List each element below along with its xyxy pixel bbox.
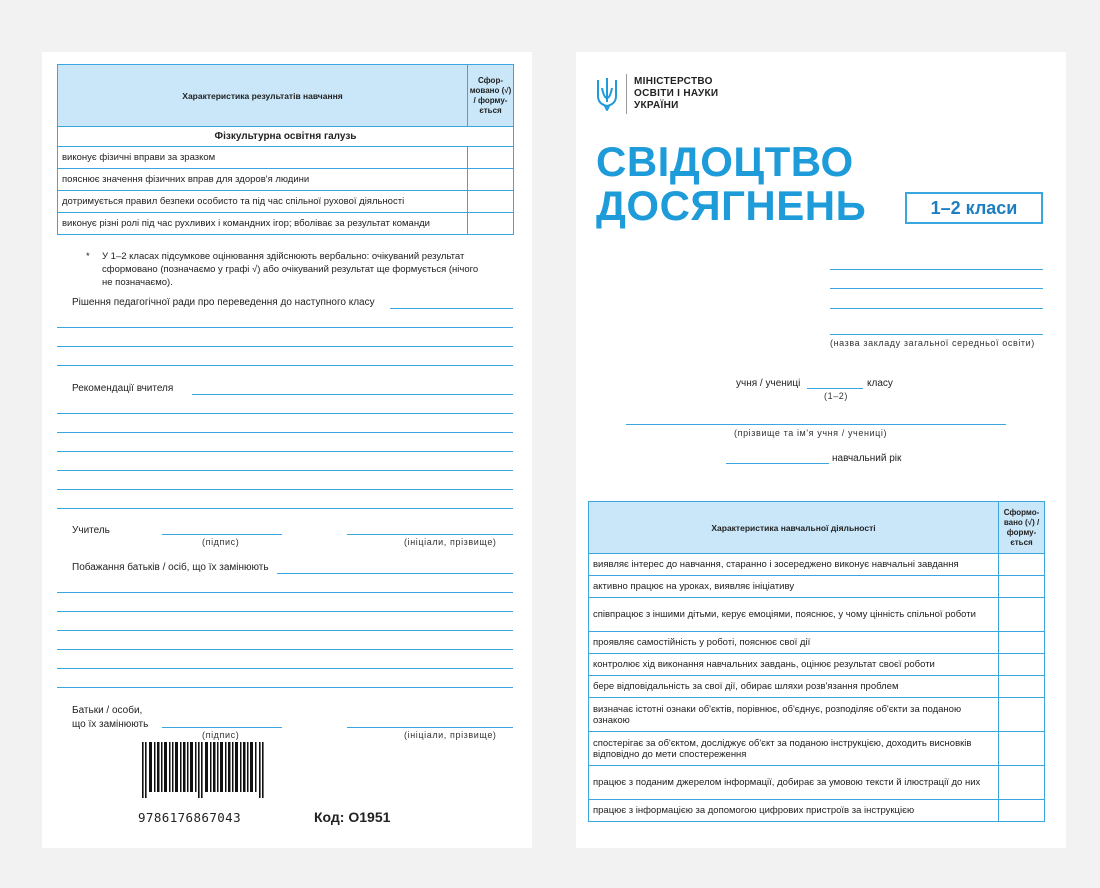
mark-cell[interactable] — [999, 576, 1045, 598]
school-name-line[interactable] — [830, 308, 1043, 309]
mark-cell[interactable] — [999, 554, 1045, 576]
recommendations-line[interactable] — [57, 508, 513, 509]
table-row-text: контролює хід виконання навчальних завдань, оцінює результат своєї роботи — [589, 654, 999, 676]
recommendations-line[interactable] — [57, 413, 513, 414]
recommendations-label: Рекомендації вчителя — [72, 383, 174, 394]
ministry-line: МІНІСТЕРСТВО — [634, 76, 713, 87]
parents-wish-label: Побажання батьків / осіб, що їх замінюють — [72, 562, 269, 573]
barcode-digits: 9786176867043 — [138, 810, 242, 825]
title-line: ДОСЯГНЕНЬ — [596, 182, 867, 229]
ministry-line: ОСВІТИ І НАУКИ — [634, 88, 719, 99]
ministry-name — [634, 76, 718, 112]
mark-cell[interactable] — [468, 191, 514, 213]
school-year-line[interactable] — [726, 463, 829, 464]
class-hint: (1–2) — [824, 391, 849, 401]
signature-hint: (підпис) — [202, 537, 240, 547]
table-row-text: проявляє самостійність у роботі, пояснює свої дії — [589, 632, 999, 654]
document-title — [596, 140, 866, 228]
class-line[interactable] — [807, 388, 863, 389]
parents-wish-line[interactable] — [57, 668, 513, 669]
mark-cell[interactable] — [468, 213, 514, 235]
parents-label-line: Батьки / особи, — [72, 705, 143, 716]
table-header-mark: Сформо-вано (√) / форму-ється — [999, 502, 1045, 554]
teacher-label: Учитель — [72, 525, 110, 536]
table-row-text: працює з поданим джерелом інформації, добирає за умовою тексти й ілюстрації до них — [589, 766, 999, 800]
footnote-marker: * — [86, 251, 90, 262]
mark-cell[interactable] — [999, 766, 1045, 800]
mark-cell[interactable] — [468, 169, 514, 191]
title-line: СВІДОЦТВО — [596, 138, 854, 185]
recommendations-line[interactable] — [57, 470, 513, 471]
mark-cell[interactable] — [999, 800, 1045, 822]
table-row-text: пояснює значення фізичних вправ для здоров'я людини — [58, 169, 468, 191]
table-row-text: виконує різні ролі під час рухливих і командних ігор; вболіває за результат команди — [58, 213, 468, 235]
council-line[interactable] — [57, 365, 513, 366]
mark-cell[interactable] — [999, 598, 1045, 632]
school-name-line[interactable] — [830, 269, 1043, 270]
ministry-divider — [626, 74, 627, 114]
parents-wish-line[interactable] — [277, 573, 513, 574]
table-header-mark: Сфор-мовано (√) / форму-ється — [468, 65, 514, 127]
parents-label — [72, 704, 148, 732]
table-row-text: співпрацює з іншими дітьми, керує емоціями, пояснює, у чому цінність спільної роботи — [589, 598, 999, 632]
initials-hint: (ініціали, прізвище) — [404, 537, 497, 547]
teacher-initials-line[interactable] — [347, 534, 513, 535]
council-line[interactable] — [57, 327, 513, 328]
student-name-hint: (прізвище та ім'я учня / учениці) — [734, 428, 888, 438]
initials-hint: (ініціали, прізвище) — [404, 730, 497, 740]
parents-wish-line[interactable] — [57, 630, 513, 631]
table-row-text: працює з інформацією за допомогою цифрових пристроїв за інструкцією — [589, 800, 999, 822]
table-row-text: виконує фізичні вправи за зразком — [58, 147, 468, 169]
school-name-line[interactable] — [830, 288, 1043, 289]
school-name-line[interactable] — [830, 334, 1043, 335]
grade-badge: 1–2 класи — [905, 192, 1043, 224]
parents-initials-line[interactable] — [347, 727, 513, 728]
table-row-text: виявляє інтерес до навчання, старанно і зосереджено виконує навчальні завдання — [589, 554, 999, 576]
section-title: Фізкультурна освітня галузь — [58, 127, 514, 147]
barcode — [142, 742, 268, 798]
mark-cell[interactable] — [468, 147, 514, 169]
recommendations-line[interactable] — [57, 489, 513, 490]
council-line[interactable] — [390, 308, 513, 309]
table-row-text: дотримується правил безпеки особисто та під час спільної рухової діяльності — [58, 191, 468, 213]
table-row-text: визначає істотні ознаки об'єктів, порівнює, об'єднує, розподіляє об'єкти за поданою ознакою — [589, 698, 999, 732]
trident-icon — [596, 76, 618, 112]
table-row-text: спостерігає за об'єктом, досліджує об'єкт за поданою інструкцією, доходить висновків відповідно до мети спостереження — [589, 732, 999, 766]
student-label: учня / учениці — [736, 378, 801, 389]
recommendations-line[interactable] — [57, 432, 513, 433]
student-name-line[interactable] — [626, 424, 1006, 425]
learning-activity-table — [588, 501, 1045, 822]
table-header-label: Характеристика результатів навчання — [58, 65, 468, 127]
mark-cell[interactable] — [999, 676, 1045, 698]
footnote: У 1–2 класах підсумкове оцінювання здійснюють вербально: очікуваний результат сформовано (позначаємо у графі √) або очікуваний результат ще формується (нічого не позначаємо). — [102, 251, 479, 288]
left-page — [42, 52, 532, 848]
parents-wish-line[interactable] — [57, 687, 513, 688]
recommendations-line[interactable] — [57, 451, 513, 452]
class-label: класу — [867, 378, 893, 389]
product-code: Код: О1951 — [314, 809, 391, 825]
right-page — [576, 52, 1066, 848]
teacher-signature-line[interactable] — [162, 534, 282, 535]
table-row-text: активно працює на уроках, виявляє ініціативу — [589, 576, 999, 598]
mark-cell[interactable] — [999, 654, 1045, 676]
mark-cell[interactable] — [999, 732, 1045, 766]
parents-wish-line[interactable] — [57, 592, 513, 593]
table-header-label: Характеристика навчальної діяльності — [589, 502, 999, 554]
table-row-text: бере відповідальність за свої дії, обирає шляхи розв'язання проблем — [589, 676, 999, 698]
ministry-line: УКРАЇНИ — [634, 100, 679, 111]
mark-cell[interactable] — [999, 698, 1045, 732]
parents-signature-line[interactable] — [162, 727, 282, 728]
school-name-hint: (назва закладу загальної середньої освіти) — [830, 338, 1035, 348]
signature-hint: (підпис) — [202, 730, 240, 740]
council-line[interactable] — [57, 346, 513, 347]
parents-wish-line[interactable] — [57, 649, 513, 650]
recommendations-line[interactable] — [192, 394, 513, 395]
learning-results-table — [57, 64, 514, 235]
council-decision-label: Рішення педагогічної ради про переведення до наступного класу — [72, 297, 375, 308]
parents-label-line: що їх замінюють — [72, 719, 149, 730]
mark-cell[interactable] — [999, 632, 1045, 654]
parents-wish-line[interactable] — [57, 611, 513, 612]
school-year-label: навчальний рік — [832, 453, 902, 464]
